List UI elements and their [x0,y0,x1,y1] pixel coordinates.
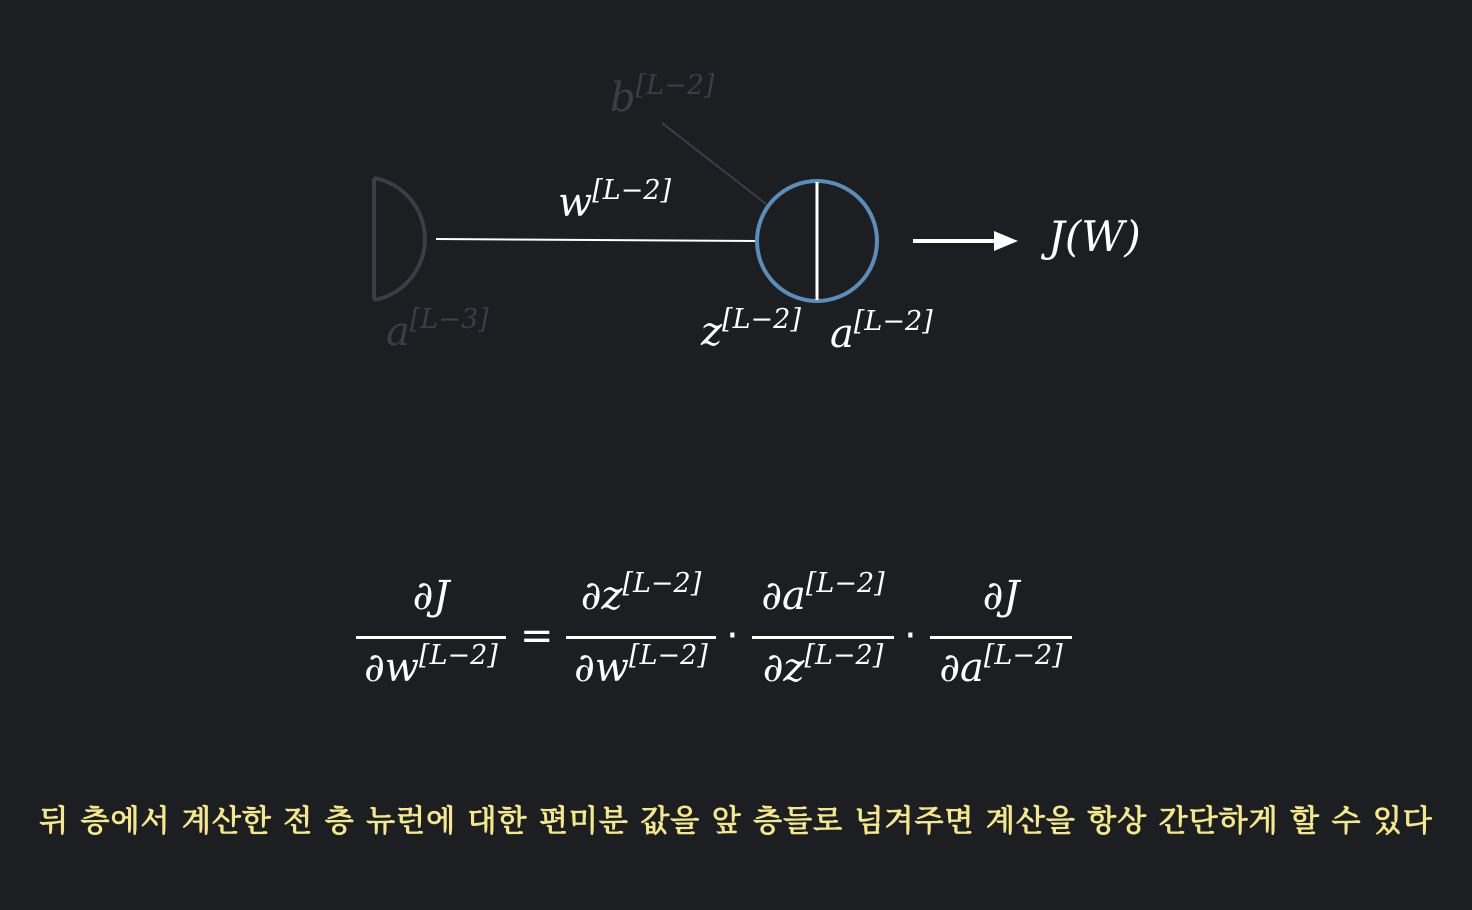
lhs-denominator [356,640,506,691]
z-label-base: z [701,309,723,355]
dot-operator-1: · [726,613,739,659]
term2-denominator [752,640,894,691]
lhs-fraction-bar [356,636,506,639]
term2-denominator-exp: [L−2] [804,640,884,671]
term3-fraction [930,568,1072,698]
term2-numerator [752,568,894,619]
term1-numerator-base: ∂z [580,573,623,619]
term1-fraction-bar [566,636,716,639]
term1-numerator-exp: [L−2] [622,568,702,599]
a-label-base: a [830,311,854,357]
term3-denominator [930,640,1072,691]
cost-label: J(W) [1048,212,1141,261]
dot-operator-2: · [904,613,917,659]
bias-label-exp: [L−2] [635,70,715,101]
lhs-fraction [356,568,506,698]
term1-fraction [566,568,716,698]
bias-connection [662,123,766,204]
term2-fraction-bar [752,636,894,639]
term3-numerator: ∂J [982,573,1020,619]
weight-label-exp: [L−2] [592,175,672,206]
weight-connection [436,239,757,241]
term3-denominator-exp: [L−2] [983,640,1063,671]
z-label-exp: [L−2] [722,304,801,335]
previous-neuron [374,178,425,300]
prev-activation-label [386,304,489,355]
term2-fraction [752,568,894,698]
prev-activation-label-base: a [386,309,410,355]
term3-fraction-bar [930,636,1072,639]
a-label [830,306,933,357]
term3-denominator-base: ∂a [939,645,984,691]
output-arrow-head [994,231,1018,251]
bias-label-base: b [610,75,636,121]
chain-rule-equation [350,568,1080,698]
korean-caption: 뒤 층에서 계산한 전 층 뉴런에 대한 편미분 값을 앞 층들로 넘겨주면 계산을 항상 간단하게 할 수 있다 [39,804,1433,839]
prev-activation-label-exp: [L−3] [409,304,489,335]
bias-label [610,70,715,121]
term1-numerator [566,568,716,619]
term1-denominator-exp: [L−2] [629,640,708,671]
weight-label-base: w [558,180,593,226]
lhs-numerator: ∂J [412,573,450,619]
lhs-denominator-base: ∂w [364,645,420,691]
term1-denominator-base: ∂w [574,645,630,691]
a-label-exp: [L−2] [853,306,933,337]
z-label [701,304,801,355]
equals-sign: = [520,613,554,659]
weight-label [558,175,672,226]
term2-numerator-exp: [L−2] [805,568,885,599]
lhs-denominator-exp: [L−2] [419,640,498,671]
term2-numerator-base: ∂a [761,573,806,619]
term1-denominator [566,640,716,691]
term2-denominator-base: ∂z [762,645,805,691]
